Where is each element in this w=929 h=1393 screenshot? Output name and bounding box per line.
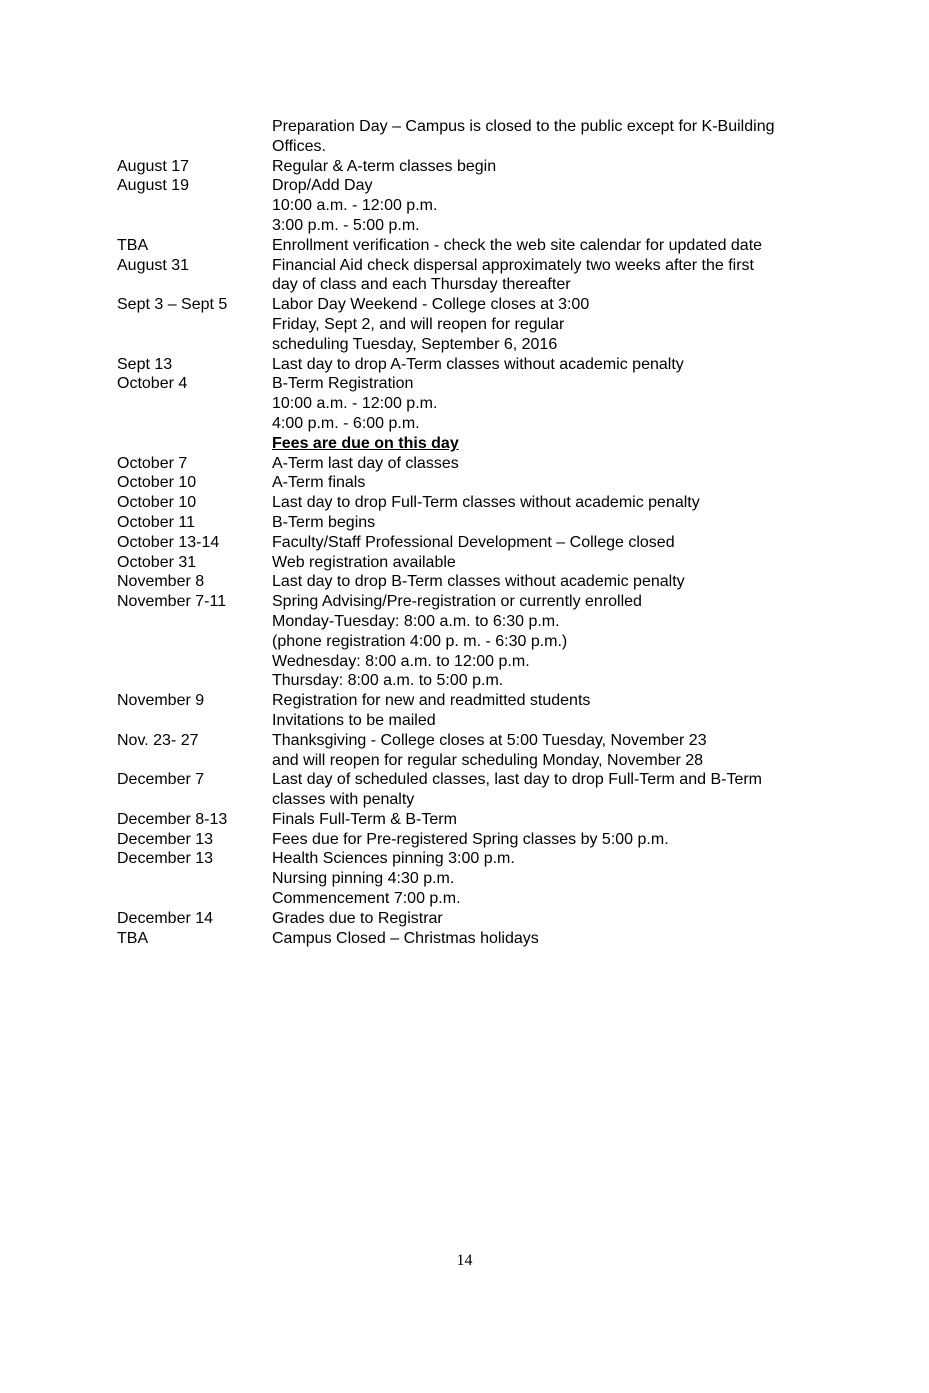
entry-line: scheduling Tuesday, September 6, 2016 [272, 335, 558, 353]
entry-line: Labor Day Weekend - College closes at 3:00 [272, 296, 590, 314]
entry-date: December 14 [117, 909, 214, 927]
entry-description [272, 810, 837, 830]
entry-description [272, 731, 837, 771]
entry-line: Nursing pinning 4:30 p.m. [272, 870, 455, 888]
entry-line: Campus Closed – Christmas holidays [272, 929, 539, 947]
calendar-entry [117, 553, 837, 573]
entry-line: Thursday: 8:00 a.m. to 5:00 p.m. [272, 672, 504, 690]
entry-line: Drop/Add Day [272, 177, 373, 195]
entry-date: December 7 [117, 771, 205, 789]
entry-date: August 31 [117, 256, 190, 274]
entry-description [272, 374, 837, 453]
entry-description [272, 295, 837, 354]
calendar-entry [117, 454, 837, 474]
entry-date: TBA [117, 236, 149, 254]
calendar-entry [117, 176, 837, 235]
entry-line: Last day to drop A-Term classes without academic penalty [272, 355, 684, 373]
entry-line: Offices. [272, 137, 326, 155]
entry-date: August 17 [117, 157, 190, 175]
calendar-entry [117, 572, 837, 592]
entry-line: Finals Full-Term & B-Term [272, 810, 457, 828]
entry-line: B-Term Registration [272, 375, 414, 393]
calendar-entry [117, 157, 837, 177]
fees-due-notice: Fees are due on this day [272, 434, 459, 452]
calendar-entry [117, 592, 837, 691]
calendar-entry [117, 830, 837, 850]
entry-date: October 10 [117, 494, 197, 512]
calendar-entry [117, 513, 837, 533]
entry-line: day of class and each Thursday thereafter [272, 276, 571, 294]
entry-description [272, 157, 837, 177]
entry-description [272, 473, 837, 493]
entry-line: Invitations to be mailed [272, 711, 436, 729]
entry-line: Last day to drop Full-Term classes without academic penalty [272, 494, 700, 512]
calendar-entry [117, 295, 837, 354]
calendar-entry [117, 909, 837, 929]
entry-date: December 13 [117, 850, 214, 868]
entry-description [272, 493, 837, 513]
calendar-entry [117, 493, 837, 513]
entry-description [272, 592, 837, 691]
entry-description [272, 849, 837, 908]
entry-date [117, 117, 272, 157]
entry-description [272, 929, 837, 949]
entry-line: Regular & A-term classes begin [272, 157, 497, 175]
entry-description [272, 830, 837, 850]
entry-date: August 19 [117, 177, 190, 195]
entry-line: and will reopen for regular scheduling Monday, November 28 [272, 751, 704, 769]
entry-line: A-Term finals [272, 474, 366, 492]
entry-description [272, 117, 837, 157]
entry-date: October 10 [117, 474, 197, 492]
entry-line: Last day to drop B-Term classes without academic penalty [272, 573, 685, 591]
entry-date: Sept 13 [117, 355, 173, 373]
entry-description [272, 355, 837, 375]
entry-line: 4:00 p.m. - 6:00 p.m. [272, 414, 420, 432]
entry-line: A-Term last day of classes [272, 454, 459, 472]
entry-line: Faculty/Staff Professional Development – College closed [272, 533, 675, 551]
entry-line: Monday-Tuesday: 8:00 a.m. to 6:30 p.m. [272, 612, 560, 630]
entry-line: Thanksgiving - College closes at 5:00 Tuesday, November 23 [272, 731, 707, 749]
page-number: 14 [456, 1252, 473, 1269]
calendar-entry [117, 849, 837, 908]
calendar-entry [117, 731, 837, 771]
calendar-entry [117, 374, 837, 453]
entry-date: December 8-13 [117, 810, 228, 828]
entry-description [272, 256, 837, 296]
entry-date: TBA [117, 929, 149, 947]
calendar-entry [117, 117, 837, 157]
entry-date: October 11 [117, 513, 195, 531]
entry-description [272, 572, 837, 592]
entry-line: 10:00 a.m. - 12:00 p.m. [272, 197, 438, 215]
entry-line: Health Sciences pinning 3:00 p.m. [272, 850, 515, 868]
calendar-entry [117, 355, 837, 375]
entry-line: Wednesday: 8:00 a.m. to 12:00 p.m. [272, 652, 530, 670]
entry-line: Spring Advising/Pre-registration or currently enrolled [272, 593, 642, 611]
entry-line: 3:00 p.m. - 5:00 p.m. [272, 216, 420, 234]
entry-line: classes with penalty [272, 791, 415, 809]
entry-line: Commencement 7:00 p.m. [272, 890, 461, 908]
entry-description [272, 770, 837, 810]
calendar-entry [117, 256, 837, 296]
entry-date: December 13 [117, 830, 214, 848]
entry-line: Grades due to Registrar [272, 909, 443, 927]
entry-description [272, 553, 837, 573]
calendar-entry [117, 770, 837, 810]
entry-description [272, 236, 837, 256]
entry-line: B-Term begins [272, 513, 376, 531]
entry-description [272, 909, 837, 929]
entry-date: October 7 [117, 454, 188, 472]
entry-line: Web registration available [272, 553, 456, 571]
entry-line: Last day of scheduled classes, last day to drop Full-Term and B-Term [272, 771, 762, 789]
entry-line: Fees due for Pre-registered Spring classes by 5:00 p.m. [272, 830, 669, 848]
calendar-entry [117, 691, 837, 731]
entry-line: (phone registration 4:00 p. m. - 6:30 p.m.) [272, 632, 568, 650]
calendar-entry [117, 929, 837, 949]
calendar-entry [117, 810, 837, 830]
entry-date: October 13-14 [117, 533, 220, 551]
entry-description [272, 176, 837, 235]
entry-line: Financial Aid check dispersal approximately two weeks after the first [272, 256, 754, 274]
entry-line: 10:00 a.m. - 12:00 p.m. [272, 395, 438, 413]
entry-date: October 4 [117, 375, 188, 393]
entry-line: Friday, Sept 2, and will reopen for regular [272, 315, 565, 333]
entry-line: Enrollment verification - check the web site calendar for updated date [272, 236, 763, 254]
entry-description [272, 454, 837, 474]
entry-line: Preparation Day – Campus is closed to the public except for K-Building [272, 118, 775, 135]
entry-description [272, 691, 837, 731]
entry-date: Nov. 23- 27 [117, 731, 199, 749]
entry-date: November 7-11 [117, 593, 227, 611]
entry-date: November 8 [117, 573, 205, 591]
entry-date: November 9 [117, 692, 205, 710]
entry-line: Registration for new and readmitted students [272, 692, 591, 710]
calendar-entry [117, 473, 837, 493]
entry-description [272, 533, 837, 553]
entry-date: Sept 3 – Sept 5 [117, 296, 228, 314]
entry-description [272, 513, 837, 533]
entry-date: October 31 [117, 553, 197, 571]
calendar-entry [117, 533, 837, 553]
academic-calendar-list [117, 117, 837, 948]
calendar-entry [117, 236, 837, 256]
